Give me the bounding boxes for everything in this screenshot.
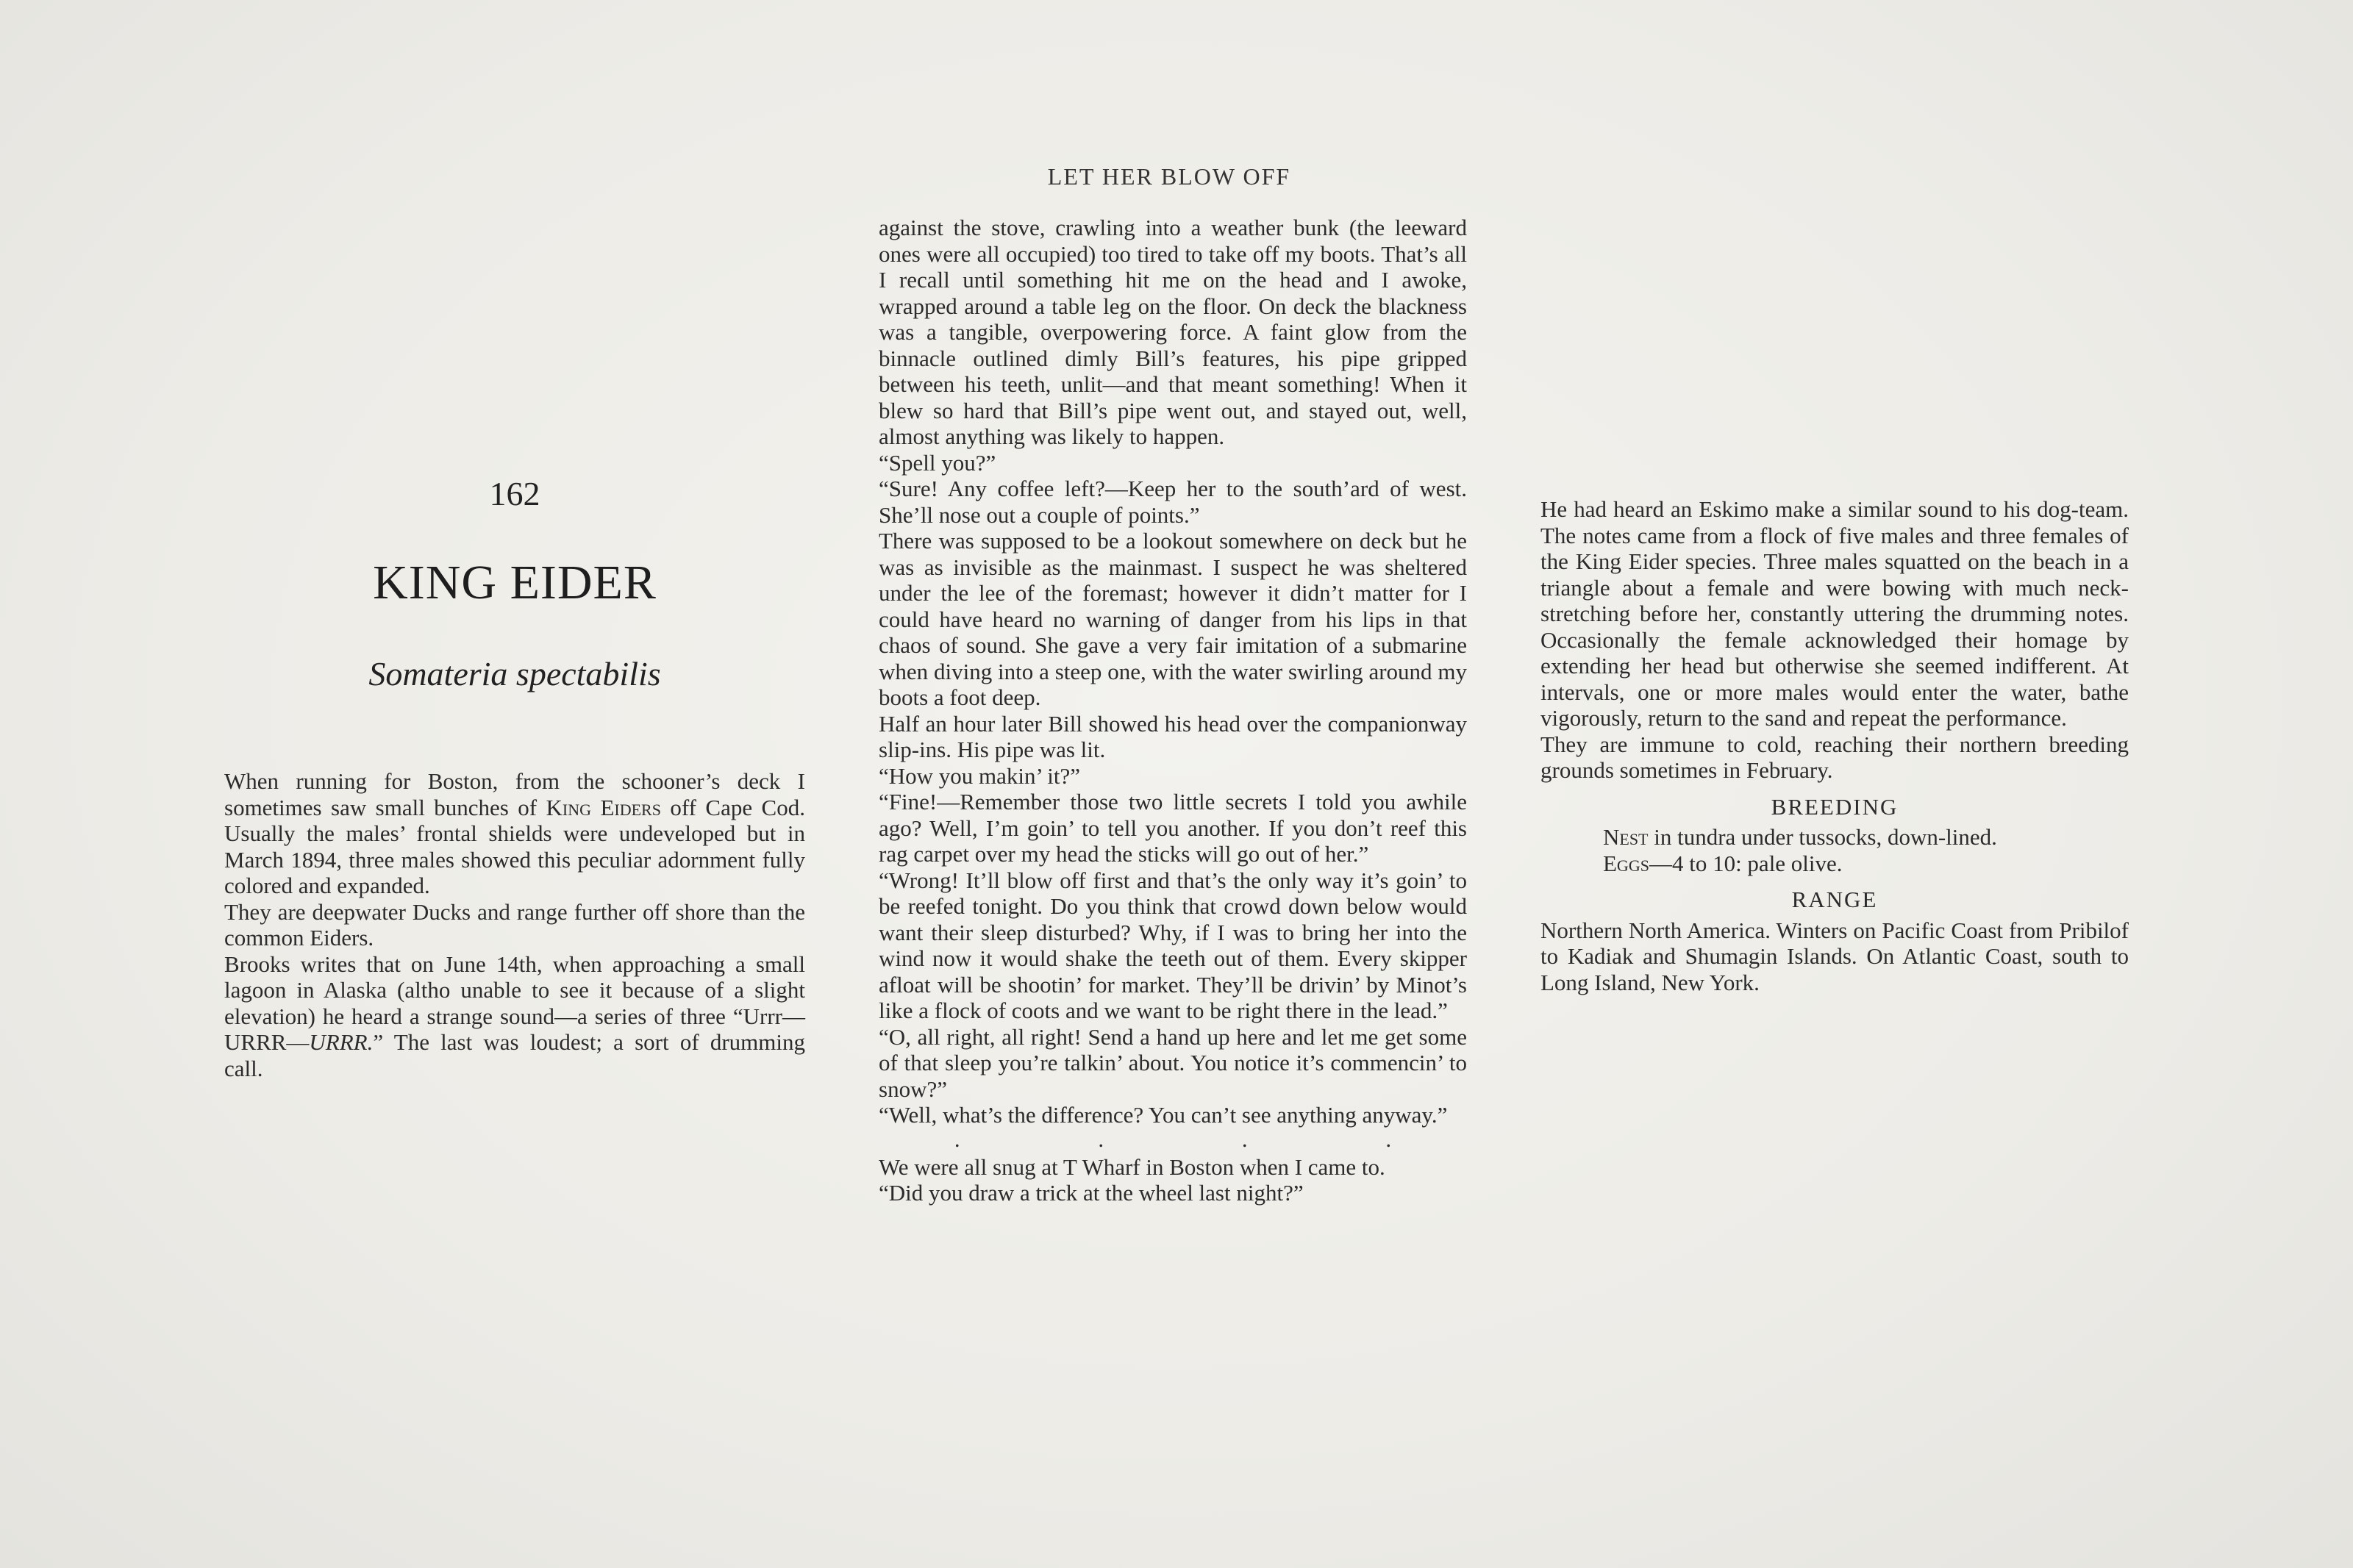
range-text: Northern North America. Winters on Pacific Coast from Pribilof to Kadiak and Shumagin Islands. On Atlantic Coast, south to Long Island, New York. <box>1540 917 2129 995</box>
paragraph: There was supposed to be a lookout somewhere on deck but he was as invisible as the mainmast. I suspect he was sheltered under the lee of the foremast; however it didn’t matter for I could have heard no warning of danger from his lips in that chaos of sound. She gave a very fair imitation of a submarine when diving into a steep one, with the water swirling around my boots a foot deep. <box>879 528 1467 710</box>
text-run: When running for Boston, from the schooner’s deck I sometimes saw small bunches of <box>224 768 805 820</box>
text-run: Brooks writes that on June 14th, when approaching a small lagoon in Alaska (altho unable to see it because of a slight elevation) he heard a strange sound—a series of three “Urrr—URRR— <box>224 951 805 1055</box>
species-reference: King Eiders <box>546 794 661 820</box>
paragraph: We were all snug at T Wharf in Boston when I came to. <box>879 1153 1385 1180</box>
left-column <box>224 768 805 1081</box>
paragraph: “Wrong! It’ll blow off first and that’s the only way it’s goin’ to be reefed tonight. Do you think that crowd down below would want their sleep disturbed? Why, if I was to bring her into the wind now it would shake the teeth out of them. Every skipper afloat will be shootin’ for market. They’ll be drivin’ by Minot’s like a flock of coots and we want to be right there in the lead.” <box>879 867 1467 1023</box>
paragraph: against the stove, crawling into a weather bunk (the leeward ones were all occupied) too tired to take off my boots. That’s all I recall until something hit me on the head and I awoke, wrapped around a table leg on the floor. On deck the blackness was a tangible, overpowering force. A faint glow from the binnacle outlined dimly Bill’s features, his pipe gripped between his teeth, unlit—and that meant something! When it blew so hard that Bill’s pipe went out, and stayed out, well, almost anything was likely to happen. <box>879 215 1467 449</box>
species-latin-name: Somateria spectabilis <box>368 655 661 692</box>
paragraph: “Did you draw a trick at the wheel last night?” <box>879 1180 1304 1206</box>
text-run: ” The last was loudest; a sort of drumming call. <box>224 1029 805 1081</box>
right-column <box>1540 496 2129 995</box>
eggs-text: —4 to 10: pale olive. <box>1649 850 1843 876</box>
nest-line <box>1540 824 2129 851</box>
paragraph: “Sure! Any coffee left?—Keep her to the south’ard of west. She’ll nose out a couple of points.” <box>879 476 1467 528</box>
paragraph: They are immune to cold, reaching their northern breeding grounds sometimes in February. <box>1540 731 2129 783</box>
paragraph: “O, all right, all right! Send a hand up here and let me get some of that sleep you’re talkin’ about. You notice it’s commencin’ to snow?” <box>879 1023 1467 1102</box>
species-name: KING EIDER <box>373 556 657 609</box>
eggs-line <box>1540 851 2129 877</box>
middle-column <box>879 215 1467 1206</box>
paragraph: “Spell you?” <box>879 449 996 476</box>
text-run: off Cape Cod. Usually the males’ frontal shields were undeveloped but in March 1894, three males showed this peculiar adornment fully colored and expanded. <box>224 794 805 898</box>
paragraph <box>224 768 805 899</box>
paragraph: They are deepwater Ducks and range further off shore than the common Eiders. <box>224 898 805 951</box>
breeding-heading: BREEDING <box>1771 793 1899 820</box>
nest-label: Nest <box>1603 824 1649 850</box>
section-break-dots: . . . . <box>954 1125 1458 1152</box>
paragraph: “How you makin’ it?” <box>879 762 1081 789</box>
paragraph: “Fine!—Remember those two little secrets I told you awhile ago? Well, I’m goin’ to tell you another. If you don’t reef this rag carpet over my head the sticks will go out of her.” <box>879 789 1467 867</box>
paragraph: He had heard an Eskimo make a similar sound to his dog-team. The notes came from a flock of five males and three females of the King Eider species. Three males squatted on the beach in a triangle about a female and were bowing with much neck-stretching before her, constantly uttering the drumming notes. Occasionally the female acknowledged their homage by extending her head but otherwise she seemed indifferent. At intervals, one or more males would enter the water, bathe vigorously, return to the sand and repeat the performance. <box>1540 496 2129 731</box>
running-head: LET HER BLOW OFF <box>1047 163 1291 190</box>
species-number: 162 <box>489 475 540 512</box>
text-run-italic: URRR. <box>309 1029 374 1055</box>
nest-text: in tundra under tussocks, down-lined. <box>1648 824 1997 850</box>
range-heading: RANGE <box>1791 887 1878 912</box>
paragraph: Half an hour later Bill showed his head over the companionway slip-ins. His pipe was lit. <box>879 710 1467 762</box>
paragraph: “Well, what’s the difference? You can’t see anything anyway.” <box>879 1102 1448 1128</box>
eggs-label: Eggs <box>1603 850 1649 876</box>
paragraph <box>224 951 805 1082</box>
